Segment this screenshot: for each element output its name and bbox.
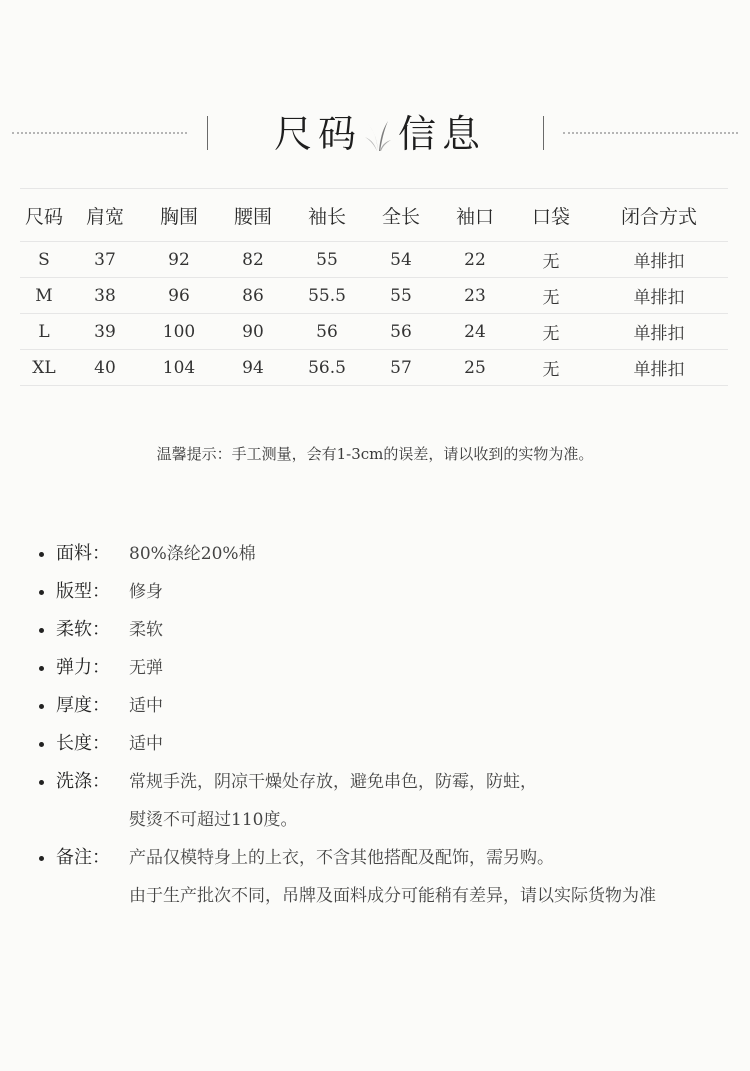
spec-softness	[38, 611, 743, 649]
table-row	[20, 278, 728, 314]
grass-leaf-icon	[364, 118, 392, 152]
spec-list	[38, 535, 743, 915]
spec-elasticity	[38, 649, 743, 687]
bullet-icon	[38, 573, 56, 611]
spec-value	[129, 611, 743, 649]
spec-value-line: 80%涤纶20%棉	[129, 544, 256, 564]
cell-size: XL	[20, 350, 68, 386]
spec-value-line: 柔软	[129, 620, 163, 640]
size-table	[20, 188, 728, 386]
cell-size: S	[20, 242, 68, 278]
spec-value-line: 产品仅模特身上的上衣，不含其他搭配及配饰，需另购。	[129, 848, 554, 868]
title-part-2: 信息	[398, 112, 487, 156]
spec-washing	[38, 763, 743, 839]
header-length: 全长	[364, 189, 438, 242]
header-sleeve: 袖长	[290, 189, 364, 242]
spec-label: 长度：	[56, 733, 110, 754]
spec-fabric	[38, 535, 743, 573]
spec-value	[129, 535, 743, 573]
cell-closure: 单排扣	[590, 242, 728, 278]
spec-label: 洗涤：	[56, 771, 110, 792]
spec-value	[129, 839, 743, 915]
dotted-divider-left	[12, 132, 187, 134]
cell-closure: 单排扣	[590, 278, 728, 314]
cell-waist: 86	[216, 278, 290, 314]
header-cuff: 袖口	[438, 189, 512, 242]
spec-label: 弹力：	[56, 657, 110, 678]
cell-pocket: 无	[512, 314, 590, 350]
header-shoulder: 肩宽	[68, 189, 142, 242]
bullet-icon	[38, 535, 56, 573]
cell-sleeve: 55	[290, 242, 364, 278]
spec-value-line: 无弹	[129, 658, 163, 678]
size-table-header	[20, 189, 728, 242]
cell-size: M	[20, 278, 68, 314]
spec-value-line: 适中	[129, 696, 163, 716]
spec-value-line: 修身	[129, 582, 163, 602]
cell-sleeve: 56.5	[290, 350, 364, 386]
title-bar-left	[207, 116, 208, 150]
cell-pocket: 无	[512, 350, 590, 386]
spec-notes	[38, 839, 743, 915]
title-bar-right	[543, 116, 544, 150]
header-pocket: 口袋	[512, 189, 590, 242]
cell-chest: 92	[142, 242, 216, 278]
cell-shoulder: 40	[68, 350, 142, 386]
spec-value	[129, 573, 743, 611]
spec-value-line: 由于生产批次不同，吊牌及面料成分可能稍有差异，请以实际货物为准	[129, 886, 656, 906]
spec-value-line: 熨烫不可超过110度。	[129, 810, 298, 830]
header-chest: 胸围	[142, 189, 216, 242]
header-size: 尺码	[20, 189, 68, 242]
cell-cuff: 25	[438, 350, 512, 386]
cell-chest: 100	[142, 314, 216, 350]
cell-sleeve: 55.5	[290, 278, 364, 314]
header-waist: 腰围	[216, 189, 290, 242]
cell-chest: 96	[142, 278, 216, 314]
cell-waist: 90	[216, 314, 290, 350]
bullet-icon	[38, 687, 56, 725]
cell-size: L	[20, 314, 68, 350]
table-row	[20, 350, 728, 386]
section-title	[0, 110, 750, 160]
cell-length: 54	[364, 242, 438, 278]
cell-pocket: 无	[512, 278, 590, 314]
cell-cuff: 22	[438, 242, 512, 278]
spec-label: 备注：	[56, 847, 110, 868]
spec-thickness	[38, 687, 743, 725]
spec-fit	[38, 573, 743, 611]
cell-sleeve: 56	[290, 314, 364, 350]
spec-length	[38, 725, 743, 763]
bullet-icon	[38, 611, 56, 649]
measurement-tip: 温馨提示：手工测量，会有1-3cm的误差，请以收到的实物为准。	[156, 445, 594, 463]
cell-length: 57	[364, 350, 438, 386]
bullet-icon	[38, 839, 56, 915]
spec-label: 面料：	[56, 543, 110, 564]
cell-chest: 104	[142, 350, 216, 386]
cell-shoulder: 37	[68, 242, 142, 278]
bullet-icon	[38, 725, 56, 763]
cell-closure: 单排扣	[590, 314, 728, 350]
table-row	[20, 314, 728, 350]
bullet-icon	[38, 763, 56, 839]
spec-label: 厚度：	[56, 695, 110, 716]
cell-shoulder: 39	[68, 314, 142, 350]
cell-closure: 单排扣	[590, 350, 728, 386]
title-part-1: 尺码	[274, 112, 363, 156]
cell-waist: 82	[216, 242, 290, 278]
cell-cuff: 24	[438, 314, 512, 350]
spec-label: 柔软：	[56, 619, 110, 640]
cell-cuff: 23	[438, 278, 512, 314]
bullet-icon	[38, 649, 56, 687]
spec-value	[129, 687, 743, 725]
spec-value	[129, 725, 743, 763]
cell-length: 56	[364, 314, 438, 350]
dotted-divider-right	[563, 132, 738, 134]
table-row	[20, 242, 728, 278]
header-closure: 闭合方式	[590, 189, 728, 242]
cell-shoulder: 38	[68, 278, 142, 314]
spec-value-line: 常规手洗，阴凉干燥处存放，避免串色，防霉，防蛀，	[129, 772, 537, 792]
spec-value	[129, 763, 743, 839]
cell-waist: 94	[216, 350, 290, 386]
cell-length: 55	[364, 278, 438, 314]
spec-value	[129, 649, 743, 687]
cell-pocket: 无	[512, 242, 590, 278]
spec-value-line: 适中	[129, 734, 163, 754]
spec-label: 版型：	[56, 581, 110, 602]
